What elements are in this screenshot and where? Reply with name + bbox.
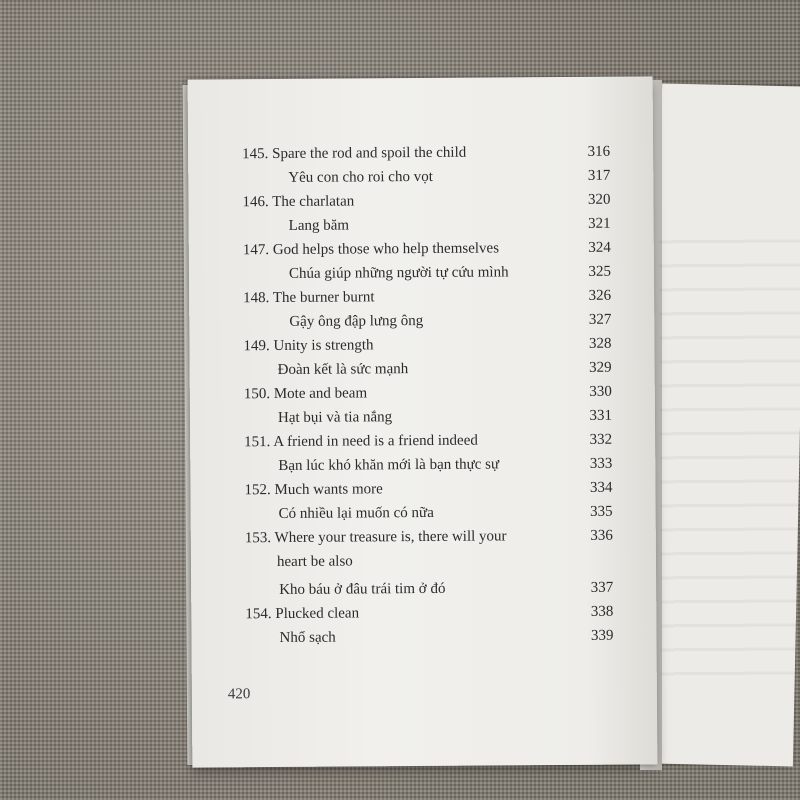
- toc-entry: [188, 164, 653, 189]
- entry-title: 151. A friend in need is a friend indeed: [244, 432, 478, 451]
- entry-page-number: 335: [590, 503, 613, 520]
- entry-title: 147. God helps those who help themselves: [242, 240, 500, 259]
- entry-page-number: 316: [587, 143, 611, 160]
- entry-page-number: 328: [588, 335, 612, 352]
- entry-page-number: 338: [590, 603, 614, 620]
- toc-entry: [190, 356, 655, 381]
- entry-title: Nhổ sạch: [279, 629, 336, 647]
- toc-entry: [190, 404, 655, 429]
- toc-entry-continuation: [191, 548, 656, 573]
- entry-title: 154. Plucked clean: [245, 605, 360, 623]
- entry-page-number: 325: [588, 263, 612, 280]
- toc-entry: [188, 188, 653, 213]
- toc-entry: [190, 476, 655, 501]
- toc-entry: [191, 500, 656, 525]
- toc-entry: [189, 332, 654, 357]
- toc-entry: [188, 140, 653, 165]
- entry-title: 153. Where your treasure is, there will your: [244, 528, 507, 547]
- entry-page-number: 320: [587, 191, 611, 208]
- toc-entry: [191, 624, 656, 649]
- entry-page-number: 317: [587, 167, 611, 184]
- entry-page-number: 337: [590, 579, 614, 596]
- entry-title: Chúa giúp những người tự cứu mình: [288, 264, 509, 282]
- entry-title: 148. The burner burnt: [243, 289, 375, 307]
- entry-title: 145. Spare the rod and spoil the child: [242, 144, 467, 163]
- toc-entry: [190, 380, 655, 405]
- facing-page: [648, 84, 800, 767]
- entry-page-number: 324: [588, 239, 611, 256]
- toc-entry: [190, 452, 655, 477]
- entry-title: 152. Much wants more: [244, 481, 383, 499]
- entry-title: 146. The charlatan: [242, 193, 355, 211]
- book-page: [188, 76, 658, 767]
- toc-entry: [189, 260, 654, 285]
- entry-title: Gậy ông đập lưng ông: [289, 312, 424, 330]
- table-of-contents: [188, 140, 653, 647]
- toc-entry: [191, 576, 656, 601]
- entry-page-number: 331: [589, 407, 613, 424]
- entry-title: 150. Mote and beam: [243, 385, 368, 403]
- entry-title: 149. Unity is strength: [243, 337, 374, 355]
- entry-page-number: 336: [590, 527, 613, 544]
- entry-page-number: 327: [588, 311, 612, 328]
- toc-entry: [189, 308, 654, 333]
- entry-page-number: 339: [590, 627, 614, 644]
- toc-entry: [189, 284, 654, 309]
- toc-entry: [191, 600, 656, 625]
- entry-page-number: 329: [589, 359, 612, 376]
- toc-entry: [189, 212, 654, 237]
- toc-entry: [191, 524, 656, 549]
- entry-page-number: 333: [589, 455, 613, 472]
- entry-title: Kho báu ở đâu trái tim ở đó: [279, 580, 446, 599]
- entry-title: heart be also: [276, 553, 353, 571]
- toc-entry: [190, 428, 655, 453]
- entry-title: Lang băm: [288, 217, 350, 234]
- entry-title: Bạn lúc khó khăn mới là bạn thực sự: [278, 456, 500, 475]
- entry-page-number: 321: [588, 215, 611, 232]
- entry-title: Yêu con cho roi cho vọt: [288, 168, 433, 186]
- entry-page-number: 334: [589, 479, 613, 496]
- entry-title: Có nhiều lại muốn có nữa: [278, 504, 434, 523]
- entry-page-number: 330: [589, 383, 612, 400]
- toc-entry: [189, 236, 654, 261]
- page-number: 420: [227, 686, 251, 703]
- entry-title: Đoàn kết là sức mạnh: [277, 361, 409, 379]
- entry-title: Hạt bụi và tia nắng: [277, 409, 393, 427]
- entry-page-number: 326: [588, 287, 612, 304]
- entry-page-number: 332: [589, 431, 613, 448]
